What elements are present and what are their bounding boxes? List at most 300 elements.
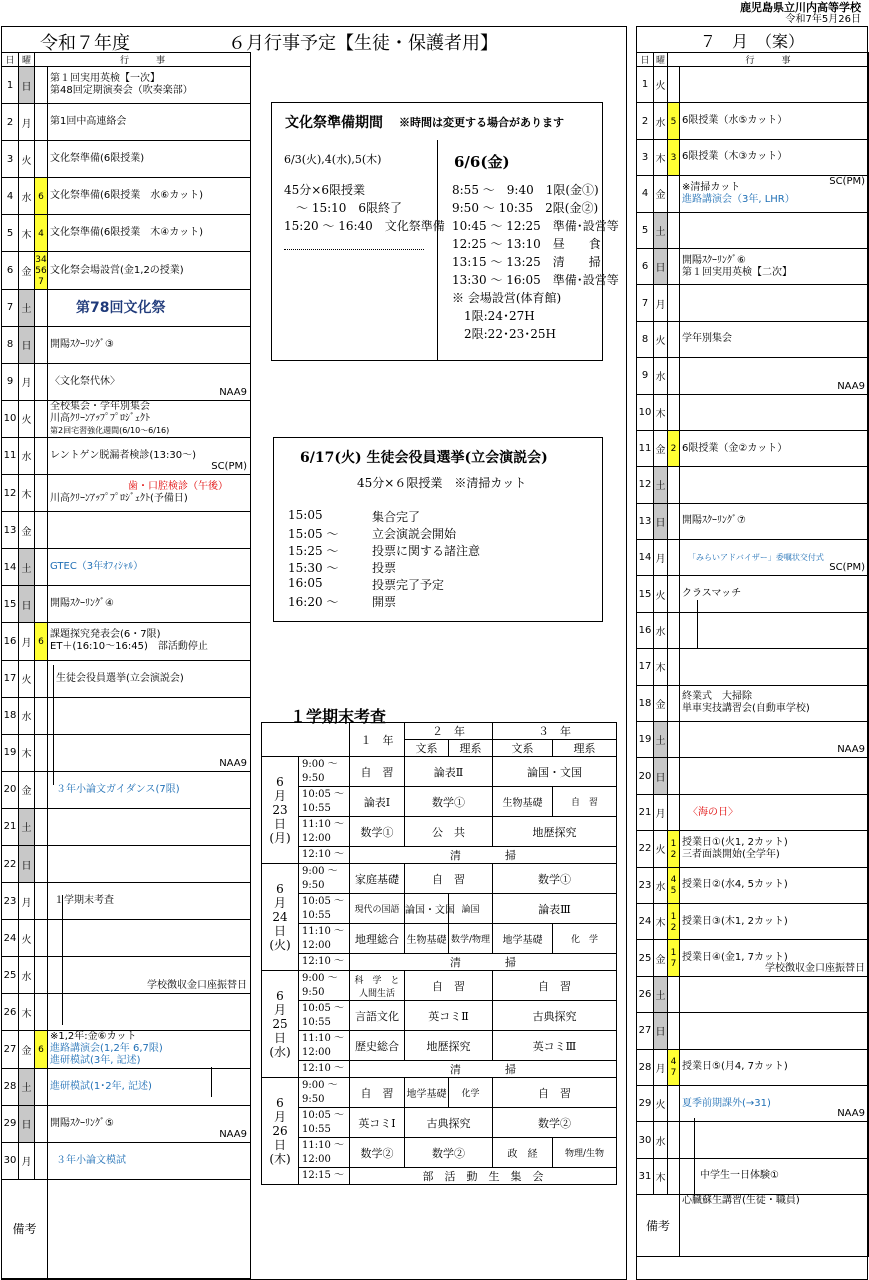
calendar-row — [2, 475, 251, 512]
event-line: 文化祭準備(6限授業) — [50, 153, 145, 165]
event-right-note: NAA9 — [837, 744, 866, 756]
event-line: 6限授業（金②カット） — [682, 442, 788, 454]
period-cut — [35, 475, 48, 512]
day-number: 10 — [637, 394, 654, 430]
event-cell — [48, 1105, 251, 1142]
calendar-row — [2, 734, 251, 771]
period-cut — [35, 623, 48, 660]
weekday: 月 — [19, 623, 35, 660]
day-number: 9 — [637, 358, 654, 394]
exam-cleaning: 清 掃 — [350, 954, 617, 971]
event-cell — [680, 176, 869, 212]
day-number: 4 — [637, 176, 654, 212]
event-cell — [48, 623, 251, 660]
day-number: 9 — [2, 363, 19, 400]
weekday: 水 — [654, 103, 668, 139]
weekday: 水 — [654, 1122, 668, 1158]
event-line: 進研模試(3年, 記述) — [50, 1055, 141, 1067]
day-number: 26 — [637, 976, 654, 1012]
weekday: 月 — [654, 794, 668, 830]
period-cut-text: 1 2 — [670, 838, 677, 860]
exam-3nen-bun: 生物基礎 — [493, 787, 553, 817]
period-cut — [668, 176, 680, 212]
event-cell — [680, 503, 869, 539]
june-title-main: ６月行事予定【生徒・保護者用】 — [228, 33, 498, 54]
weekday: 土 — [654, 722, 668, 758]
election-box — [273, 437, 603, 622]
event-line: 授業日①(火1, 2カット) — [682, 836, 788, 848]
calendar-row — [637, 867, 869, 903]
event-line: 開陽ｽｸｰﾘﾝｸﾞ⑦ — [682, 515, 746, 527]
weekday: 月 — [19, 363, 35, 400]
exam-3nen-ri: 化 学 — [553, 924, 617, 954]
school-name: 鹿児島県立川内高等学校 — [740, 1, 861, 14]
day-number: 26 — [2, 994, 19, 1031]
july-title: ７ 月 （案） — [700, 32, 805, 51]
event-line: 開陽ｽｸｰﾘﾝｸﾞ⑥ — [682, 254, 746, 266]
event-cell — [680, 285, 869, 321]
day-number: 14 — [2, 549, 19, 586]
weekday: 火 — [654, 321, 668, 357]
event-cell — [48, 363, 251, 400]
weekday: 日 — [19, 845, 35, 882]
period-cut — [668, 540, 680, 576]
period-cut — [668, 649, 680, 685]
event-line: ３年小論文模試 — [56, 1154, 126, 1166]
period-cut — [35, 697, 48, 734]
period-cut — [35, 437, 48, 474]
event-line: 授業日③(木1, 2カット) — [682, 915, 788, 927]
calendar-row — [2, 1068, 251, 1105]
weekday: 日 — [19, 67, 35, 104]
exam-3nen: 自 習 — [493, 1078, 617, 1108]
weekday: 金 — [654, 940, 668, 976]
event-line: 第48回定期演奏会（吹奏楽部） — [50, 85, 193, 97]
day-number: 2 — [637, 103, 654, 139]
election-sub: 45分×６限授業 ※清掃カット — [357, 476, 527, 490]
event-line: 開陽ｽｸｰﾘﾝｸﾞ④ — [50, 598, 114, 610]
event-cell — [680, 794, 869, 830]
weekday: 木 — [19, 475, 35, 512]
exam-date: 6 月 25 日 (水) — [262, 971, 299, 1078]
weekday: 木 — [19, 994, 35, 1031]
calendar-row — [2, 994, 251, 1031]
event-line: 夏季前期課外(→31) — [682, 1097, 771, 1109]
day-number: 8 — [2, 326, 19, 363]
period-cut — [35, 104, 48, 141]
festival-box — [271, 102, 619, 361]
issue-date: 令和7年5月26日 — [785, 14, 861, 25]
calendar-row — [637, 576, 869, 612]
festival-right-line: 2限:22･23･25H — [452, 327, 556, 341]
exam-h-1nen: １ 年 — [350, 723, 405, 757]
period-cut — [668, 358, 680, 394]
period-cut — [35, 920, 48, 957]
event-cell — [680, 1122, 869, 1158]
period-cut — [35, 1031, 48, 1068]
weekday: 日 — [19, 586, 35, 623]
period-cut — [35, 1142, 48, 1179]
weekday: 水 — [19, 697, 35, 734]
calendar-row — [2, 400, 251, 437]
event-cell — [48, 400, 251, 437]
exam-time: 9:00 ～ 9:50 — [299, 1078, 350, 1108]
event-cell — [680, 940, 869, 976]
exam-3nen: 論表Ⅲ — [493, 894, 617, 924]
event-line: ３年小論文ガイダンス(7限) — [56, 783, 180, 795]
exam-2nen: 英コミⅡ — [405, 1001, 493, 1031]
event-line: 第78回文化祭 — [76, 299, 166, 316]
exam-3nen: 自 習 — [493, 971, 617, 1001]
day-number: 4 — [2, 178, 19, 215]
event-cell — [680, 103, 869, 139]
exam-time: 10:05 ～ 10:55 — [299, 894, 350, 924]
exam-time: 12:10 ～ — [299, 954, 350, 971]
exam-3nen: 英コミⅢ — [493, 1031, 617, 1061]
weekday: 水 — [654, 612, 668, 648]
period-cut — [35, 845, 48, 882]
exam-date: 6 月 23 日 (月) — [262, 757, 299, 864]
weekday: 土 — [654, 976, 668, 1012]
event-cell — [680, 685, 869, 721]
festival-right-title: 6/6(金) — [454, 153, 510, 171]
event-cell — [48, 734, 251, 771]
event-right-note: NAA9 — [837, 380, 866, 392]
exam-1nen: 自 習 — [350, 757, 405, 787]
exam-2nen-ri: 論国 — [449, 894, 493, 924]
exam-1nen: 数学① — [350, 817, 405, 847]
event-line: 6限授業（水⑤カット） — [682, 115, 788, 127]
day-number: 19 — [637, 722, 654, 758]
calendar-row — [637, 794, 869, 830]
calendar-row — [2, 697, 251, 734]
weekday: 火 — [19, 141, 35, 178]
exam-club-meeting: 部 活 動 生 集 会 — [350, 1168, 617, 1185]
event-line: 終業式 大掃除 — [682, 691, 752, 703]
exam-1nen: 英コミⅠ — [350, 1108, 405, 1138]
period-cut-text: 1 7 — [670, 948, 677, 970]
calendar-row — [2, 252, 251, 289]
day-number: 18 — [2, 697, 19, 734]
notes-cell — [680, 1195, 869, 1257]
weekday: 木 — [654, 649, 668, 685]
festival-right-line: 13:15 ～ 13:25 清 掃 — [452, 255, 601, 269]
notes-cell — [48, 1179, 251, 1278]
event-line: 進研模試(1･2年, 記述) — [50, 1080, 152, 1092]
june-calendar — [1, 52, 251, 1279]
calendar-row — [2, 289, 251, 326]
exam-time: 12:10 ～ — [299, 1061, 350, 1078]
event-right-note: SC(PM) — [829, 562, 866, 574]
col-day-header: 日 — [2, 53, 19, 67]
period-cut-text: 4 5 — [670, 875, 677, 897]
weekday: 土 — [19, 1068, 35, 1105]
festival-right-line: 12:25 ～ 13:10 昼 食 — [452, 237, 601, 251]
event-cell — [680, 248, 869, 284]
festival-dotted — [284, 249, 424, 250]
day-number: 29 — [637, 1085, 654, 1121]
period-cut — [668, 212, 680, 248]
july-arrow-2 — [694, 1118, 695, 1196]
exam-1nen: 歴史総合 — [350, 1031, 405, 1061]
calendar-row — [2, 512, 251, 549]
weekday: 月 — [654, 285, 668, 321]
election-item: 集合完了 — [372, 510, 421, 524]
election-time: 15:25 ～ — [288, 544, 339, 558]
day-number: 24 — [2, 920, 19, 957]
day-number: 20 — [2, 771, 19, 808]
july-calendar — [636, 52, 869, 1257]
period-cut-text: 1 2 — [670, 911, 677, 933]
period-cut — [35, 549, 48, 586]
day-number: 27 — [637, 1013, 654, 1049]
exam-1nen: 自 習 — [350, 1078, 405, 1108]
exam-3nen-bun: 地学基礎 — [493, 924, 553, 954]
event-cell — [48, 957, 251, 994]
weekday: 金 — [19, 512, 35, 549]
event-cell — [48, 475, 251, 512]
day-number: 5 — [2, 215, 19, 252]
event-line: 文化祭会場設営(金1,2の授業) — [50, 264, 184, 276]
event-line: 歯・口腔検診（午後） — [128, 481, 228, 493]
weekday: 金 — [654, 176, 668, 212]
event-cell — [48, 697, 251, 734]
calendar-row — [637, 831, 869, 867]
calendar-row — [637, 176, 869, 212]
exam-1nen: 数学② — [350, 1138, 405, 1168]
calendar-row — [637, 103, 869, 139]
exam-2nen-bun: 論国・文国 — [405, 894, 449, 924]
event-line: 川高ｸﾘｰﾝｱｯﾌﾟﾌﾟﾛｼﾞｪｸﾄ(予備日) — [50, 493, 188, 505]
event-line: GTEC（3年ｵﾌｨｼｬﾙ） — [50, 561, 144, 573]
day-number: 23 — [637, 867, 654, 903]
weekday: 月 — [19, 104, 35, 141]
period-cut — [35, 1105, 48, 1142]
exam-cleaning: 清 掃 — [350, 847, 617, 864]
june-arrow-1 — [53, 665, 54, 785]
weekday: 水 — [19, 178, 35, 215]
exam-3nen: 論国・文国 — [493, 757, 617, 787]
period-cut — [35, 586, 48, 623]
event-right-note: SC(PM) — [211, 461, 248, 473]
period-cut — [668, 1049, 680, 1085]
festival-right-line: 10:45 ～ 12:25 準備･設営等 — [452, 219, 619, 233]
event-line: ※1,2年:金⑥カット — [50, 1031, 137, 1043]
exam-3nen-ri: 自 習 — [553, 787, 617, 817]
day-number: 20 — [637, 758, 654, 794]
calendar-row — [2, 845, 251, 882]
calendar-row — [2, 104, 251, 141]
event-line: 課題探究発表会(6・7限) — [50, 629, 161, 641]
day-number: 15 — [2, 586, 19, 623]
weekday: 水 — [654, 867, 668, 903]
exam-1nen: 科 学 と 人間生活 — [350, 971, 405, 1001]
weekday: 木 — [654, 1158, 668, 1194]
event-line: 第2回宅習強化週間(6/10～6/16) — [50, 425, 170, 435]
exam-3nen: 数学① — [493, 864, 617, 894]
period-cut — [668, 1122, 680, 1158]
event-cell — [680, 831, 869, 867]
event-cell — [680, 430, 869, 466]
period-cut — [35, 363, 48, 400]
exam-time: 9:00 ～ 9:50 — [299, 971, 350, 1001]
weekday: 日 — [19, 1105, 35, 1142]
calendar-row — [2, 141, 251, 178]
weekday: 木 — [654, 394, 668, 430]
weekday: 土 — [654, 212, 668, 248]
event-line: 授業日④(金1, 7カット) — [682, 952, 788, 964]
exam-2nen: 古典探究 — [405, 1108, 493, 1138]
event-line: 授業日⑤(月4, 7カット) — [682, 1061, 788, 1073]
event-cell — [48, 141, 251, 178]
calendar-row — [2, 178, 251, 215]
period-cut — [668, 503, 680, 539]
calendar-row — [2, 920, 251, 957]
weekday: 木 — [654, 903, 668, 939]
exam-h-ri: 理系 — [449, 740, 493, 757]
exam-2nen: 自 習 — [405, 971, 493, 1001]
day-number: 13 — [637, 503, 654, 539]
calendar-row — [637, 139, 869, 175]
festival-left-line: 15:20 ～ 16:40 文化祭準備 — [284, 219, 445, 233]
day-number: 18 — [637, 685, 654, 721]
period-cut — [35, 512, 48, 549]
period-cut — [35, 660, 48, 697]
exam-h-bun: 文系 — [493, 740, 553, 757]
period-cut — [668, 1013, 680, 1049]
period-cut — [668, 285, 680, 321]
weekday: 日 — [654, 248, 668, 284]
election-item: 投票完了予定 — [372, 578, 445, 592]
period-cut — [668, 685, 680, 721]
event-cell — [680, 867, 869, 903]
calendar-row — [637, 685, 869, 721]
weekday: 月 — [19, 883, 35, 920]
calendar-row — [2, 586, 251, 623]
period-cut-text: 6 — [38, 1044, 44, 1055]
exam-time: 10:05 ～ 10:55 — [299, 1001, 350, 1031]
festival-note: ※時間は変更する場合があります — [399, 116, 564, 129]
day-number: 5 — [637, 212, 654, 248]
weekday: 火 — [654, 576, 668, 612]
event-line: 文化祭準備(6限授業 水⑥カット) — [50, 190, 204, 202]
event-cell — [48, 660, 251, 697]
weekday: 木 — [19, 734, 35, 771]
event-line: 〈文化祭代休〉 — [50, 375, 120, 387]
event-line: 単車実技講習会(自動車学校) — [682, 703, 810, 715]
weekday: 土 — [19, 549, 35, 586]
period-cut — [35, 252, 48, 289]
event-cell — [48, 104, 251, 141]
exam-time: 9:00 ～ 9:50 — [299, 864, 350, 894]
weekday: 火 — [19, 660, 35, 697]
event-line: 6限授業（木③カット） — [682, 151, 788, 163]
june-title-year: 令和７年度 — [40, 33, 130, 54]
calendar-row — [637, 540, 869, 576]
period-cut — [668, 903, 680, 939]
event-cell — [680, 649, 869, 685]
exam-time: 10:05 ～ 10:55 — [299, 1108, 350, 1138]
period-cut — [668, 139, 680, 175]
event-line: 文化祭準備(6限授業 木④カット) — [50, 227, 204, 239]
calendar-row — [2, 549, 251, 586]
event-cell — [48, 289, 251, 326]
period-cut — [35, 215, 48, 252]
event-line: 生徒会役員選挙(立会演説会) — [56, 672, 184, 684]
festival-right-line: 9:50 ～ 10:35 2限(金②) — [452, 201, 599, 215]
calendar-row — [2, 660, 251, 697]
day-number: 23 — [2, 883, 19, 920]
festival-right-line: 1限:24･27H — [452, 309, 535, 323]
event-cell — [48, 549, 251, 586]
notes-label: 備考 — [2, 1179, 48, 1278]
weekday: 水 — [19, 957, 35, 994]
event-cell — [680, 903, 869, 939]
event-line: 第1回中高連絡会 — [50, 116, 127, 128]
period-cut — [668, 867, 680, 903]
exam-1nen: 家庭基礎 — [350, 864, 405, 894]
exam-h-3nen: ３ 年 — [493, 723, 617, 740]
exam-table — [261, 722, 617, 1185]
calendar-row — [2, 957, 251, 994]
day-number: 17 — [637, 649, 654, 685]
period-cut — [668, 576, 680, 612]
day-number: 28 — [637, 1049, 654, 1085]
event-cell — [680, 758, 869, 794]
period-cut — [668, 794, 680, 830]
day-number: 6 — [2, 252, 19, 289]
calendar-row — [637, 649, 869, 685]
event-cell — [48, 215, 251, 252]
day-number: 21 — [637, 794, 654, 830]
exam-1nen: 現代の国語 — [350, 894, 405, 924]
event-cell — [680, 612, 869, 648]
exam-date: 6 月 26 日 (木) — [262, 1078, 299, 1185]
notes-text: 心臓蘇生講習(生徒・職員) — [682, 1195, 800, 1207]
calendar-row — [637, 248, 869, 284]
event-cell — [680, 976, 869, 1012]
weekday: 水 — [19, 437, 35, 474]
period-cut — [35, 400, 48, 437]
event-cell — [48, 1031, 251, 1068]
day-number: 19 — [2, 734, 19, 771]
calendar-row — [637, 321, 869, 357]
day-number: 14 — [637, 540, 654, 576]
calendar-row — [2, 437, 251, 474]
period-cut — [668, 976, 680, 1012]
event-cell — [680, 1085, 869, 1121]
election-time: 16:20 ～ — [288, 595, 339, 609]
day-number: 1 — [637, 67, 654, 103]
exam-2nen-bun: 地学基礎 — [405, 1078, 449, 1108]
day-number: 17 — [2, 660, 19, 697]
calendar-row — [637, 358, 869, 394]
event-cell — [680, 1158, 869, 1194]
event-line: 川高ｸﾘｰﾝｱｯﾌﾟﾌﾟﾛｼﾞｪｸﾄ — [50, 412, 150, 424]
weekday: 日 — [654, 1013, 668, 1049]
election-time: 16:05 — [288, 576, 323, 590]
day-number: 30 — [637, 1122, 654, 1158]
col-day-header: 日 — [637, 53, 654, 67]
festival-title: 文化祭準備期間 — [285, 115, 383, 131]
event-line: 「みらいアドバイザー」委嘱状交付式 — [688, 552, 824, 562]
day-number: 16 — [2, 623, 19, 660]
period-cut — [668, 612, 680, 648]
day-number: 13 — [2, 512, 19, 549]
event-line: 第１回実用英検【二次】 — [682, 266, 792, 278]
calendar-row — [2, 808, 251, 845]
calendar-row — [2, 67, 251, 104]
